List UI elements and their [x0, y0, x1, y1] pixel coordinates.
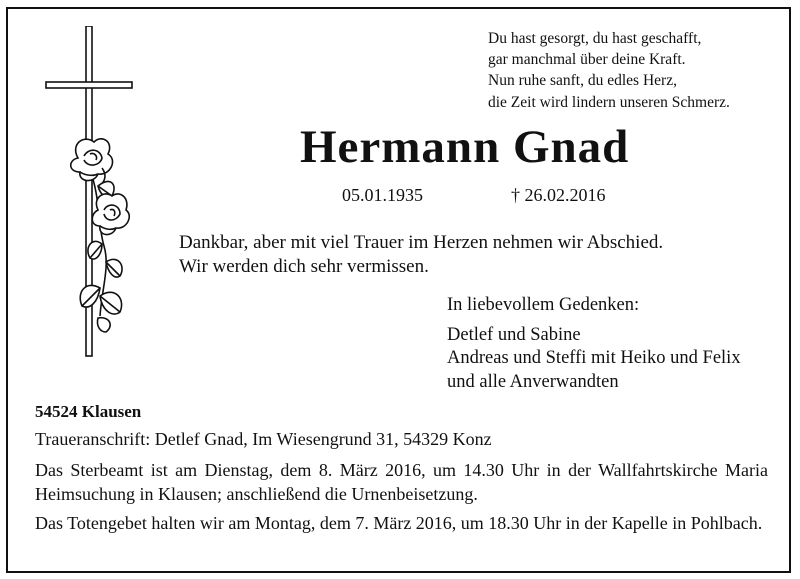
mourner-name: Andreas und Steffi mit Heiko und Felix	[447, 348, 741, 368]
farewell-line: Wir werden dich sehr vermissen.	[179, 256, 429, 277]
mourner-name: Detlef und Sabine	[447, 324, 581, 345]
funeral-notice: Das Sterbeamt ist am Dienstag, dem 8. März 2016, um 14.30 Uhr in der Wallfahrtskirche Maria Heimsuchung in Klausen; anschließend die Urnenbeisetzung.	[35, 460, 768, 504]
farewell-text	[179, 231, 663, 279]
cross-with-roses-icon	[40, 26, 150, 366]
poem-line: Nun ruhe sanft, du edles Herz,	[488, 72, 677, 90]
prayer-notice: Das Totengebet halten wir am Montag, dem 7. März 2016, um 18.30 Uhr in der Kapelle in Pohlbach.	[35, 513, 763, 533]
farewell-line: Dankbar, aber mit viel Trauer im Herzen nehmen wir Abschied.	[179, 232, 664, 253]
mourner-name: und alle Anverwandten	[447, 371, 619, 392]
mourning-address: Traueranschrift: Detlef Gnad, Im Wiesengrund 31, 54329 Konz	[35, 429, 492, 449]
deceased-name: Hermann Gnad	[300, 121, 630, 173]
mourners-block	[447, 294, 741, 394]
death-date: † 26.02.2016	[511, 185, 606, 205]
poem-line: gar manchmal über deine Kraft.	[488, 51, 686, 69]
birth-date: 05.01.1935	[342, 185, 423, 205]
poem	[488, 28, 730, 113]
poem-line: Du hast gesorgt, du hast geschafft,	[488, 30, 702, 47]
poem-line: die Zeit wird lindern unseren Schmerz.	[488, 93, 730, 111]
hometown: 54524 Klausen	[35, 402, 142, 421]
mourners-intro: In liebevollem Gedenken:	[447, 295, 640, 315]
